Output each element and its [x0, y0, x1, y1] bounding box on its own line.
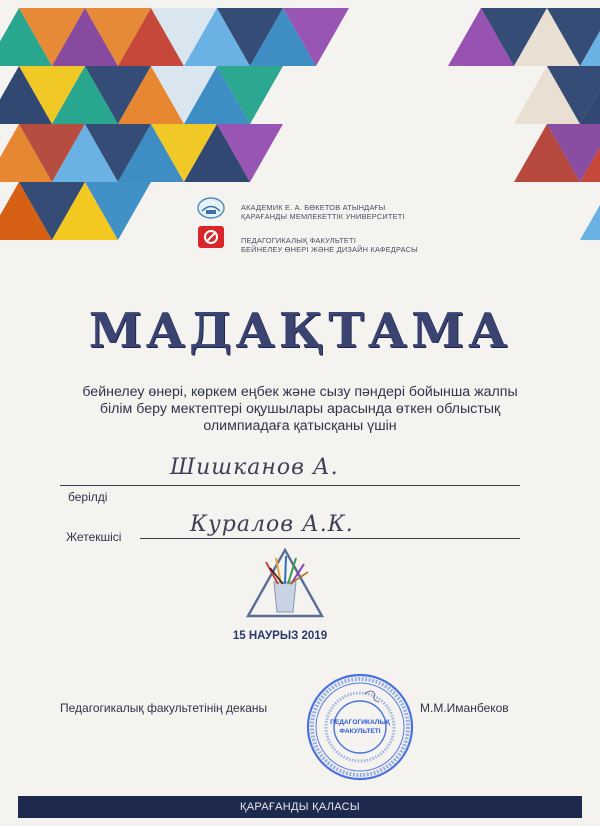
recipient-underline [60, 485, 520, 486]
faculty-name: ПЕДАГОГИКАЛЫҚ ФАКУЛЬТЕТІ БЕЙНЕЛЕУ ӨНЕРІ ЖӘНЕ ДИЗАЙН КАФЕДРАСЫ [241, 236, 418, 254]
dean-name: М.М.Иманбеков [420, 701, 509, 715]
institution-block [196, 196, 456, 256]
certificate-title: МАДАҚТАМА [88, 303, 512, 359]
seal-text-line-2: ФАКУЛЬТЕТІ [339, 728, 381, 735]
recipient-name-handwritten: Шишканов А. [170, 455, 339, 480]
recipient-label: берілді [68, 490, 108, 504]
art-supplies-icon [246, 548, 324, 618]
faculty-logo-icon [198, 226, 224, 248]
footer-band [18, 796, 582, 818]
seal-text-line-1: ПЕДАГОГИКАЛЫҚ [330, 719, 390, 726]
award-reason: бейнелеу өнері, көркем еңбек және сызу пәндері бойынша жалпы білім беру мектептері оқушылары арасында өткен облыстық олимпиадаға қатысқаны үшін [82, 384, 518, 434]
university-logo-icon [196, 196, 226, 220]
footer-city: ҚАРАҒАНДЫ ҚАЛАСЫ [240, 801, 360, 813]
supervisor-label: Жетекшісі [66, 530, 122, 544]
mosaic-tile [580, 182, 600, 240]
university-name: АКАДЕМИК Е. А. БӨКЕТОВ АТЫНДАҒЫ ҚАРАҒАНДЫ МЕМЛЕКЕТТІК УНИВЕРСИТЕТІ [241, 203, 405, 221]
dean-role: Педагогикалық факультетінің деканы [60, 701, 268, 715]
supervisor-name-handwritten: Куралов А.К. [190, 512, 354, 537]
supervisor-underline [140, 538, 520, 539]
issue-date: 15 НАУРЫЗ 2019 [232, 630, 328, 642]
official-seal-stamp [305, 672, 415, 782]
